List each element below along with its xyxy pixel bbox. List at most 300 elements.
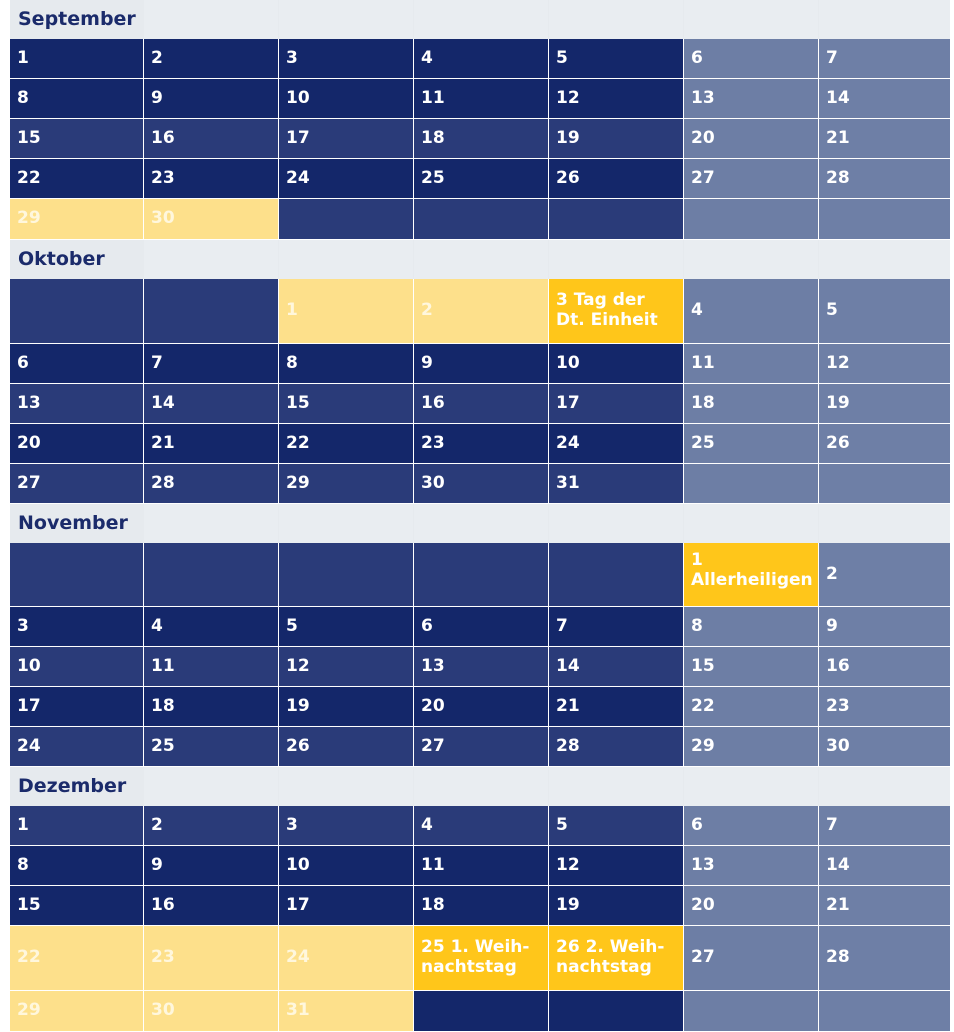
day-label: 15 [691, 655, 715, 676]
day-cell [684, 846, 818, 885]
day-label: 20 [691, 894, 715, 915]
day-label: 20 [691, 127, 715, 148]
day-cell [414, 79, 548, 118]
day-cell [414, 424, 548, 463]
day-cell [684, 926, 818, 990]
day-cell [144, 846, 278, 885]
day-label: 22 [17, 167, 41, 188]
header-cell [549, 767, 683, 806]
day-label: 14 [556, 655, 580, 676]
empty-day-cell [549, 199, 683, 239]
day-cell [549, 687, 683, 726]
day-label: 18 [421, 127, 445, 148]
empty-day-cell [549, 991, 683, 1031]
day-cell [549, 279, 683, 343]
day-cell [279, 279, 413, 343]
day-label: 4 [151, 615, 163, 636]
day-label: 9 [826, 615, 838, 636]
day-label: 13 [691, 854, 715, 875]
day-label: 1 [17, 814, 29, 835]
empty-day-cell [549, 543, 683, 606]
empty-day-cell [819, 991, 950, 1031]
day-cell [549, 886, 683, 925]
day-cell [414, 607, 548, 646]
day-cell [819, 647, 950, 686]
day-cell [144, 991, 278, 1031]
day-cell [684, 344, 818, 383]
day-label: 28 [826, 167, 850, 188]
header-cell [819, 767, 950, 806]
day-cell [10, 464, 143, 503]
day-label: 9 [421, 352, 433, 373]
day-label: 10 [17, 655, 41, 676]
day-cell [819, 727, 950, 766]
day-cell [819, 119, 950, 158]
day-cell [549, 727, 683, 766]
day-label: 12 [556, 87, 580, 108]
month-section [10, 767, 944, 1031]
header-cell [10, 767, 143, 806]
day-cell [144, 199, 278, 239]
month-section [10, 240, 944, 503]
day-cell [819, 39, 950, 78]
day-cell [10, 806, 143, 845]
day-cell [414, 806, 548, 845]
day-label: 30 [826, 735, 850, 756]
day-cell [279, 39, 413, 78]
day-label: 19 [286, 695, 310, 716]
day-cell [10, 424, 143, 463]
day-label: 19 [556, 127, 580, 148]
day-label: 30 [151, 208, 175, 229]
day-cell [279, 647, 413, 686]
day-cell [819, 926, 950, 990]
day-cell [684, 79, 818, 118]
day-cell [819, 159, 950, 198]
day-cell [684, 159, 818, 198]
week-row [10, 384, 944, 423]
day-label: 14 [826, 87, 850, 108]
week-row [10, 159, 944, 198]
header-cell [144, 240, 278, 279]
day-cell [819, 79, 950, 118]
day-label: 22 [286, 432, 310, 453]
day-cell [684, 886, 818, 925]
day-cell [549, 159, 683, 198]
header-cell [414, 240, 548, 279]
day-cell [819, 543, 950, 606]
day-cell [10, 687, 143, 726]
day-cell [549, 846, 683, 885]
day-cell [10, 886, 143, 925]
day-cell [414, 344, 548, 383]
header-cell [684, 0, 818, 39]
week-row [10, 543, 944, 606]
empty-day-cell [414, 543, 548, 606]
day-label: 7 [556, 615, 568, 636]
day-cell [414, 159, 548, 198]
day-cell [684, 39, 818, 78]
day-label: 22 [17, 947, 41, 968]
week-row [10, 607, 944, 646]
header-cell [819, 0, 950, 39]
day-cell [549, 647, 683, 686]
day-label: 5 [286, 615, 298, 636]
day-cell [144, 79, 278, 118]
day-label: 4 [421, 814, 433, 835]
day-label: 17 [286, 894, 310, 915]
day-label: 20 [421, 695, 445, 716]
day-label: 28 [151, 472, 175, 493]
day-label: 30 [421, 472, 445, 493]
day-cell [414, 727, 548, 766]
day-cell [144, 886, 278, 925]
day-cell [549, 119, 683, 158]
empty-day-cell [684, 464, 818, 503]
day-label: 8 [286, 352, 298, 373]
day-label: 14 [151, 392, 175, 413]
day-label: 17 [286, 127, 310, 148]
day-cell [279, 991, 413, 1031]
month-name: November [18, 512, 128, 534]
week-row [10, 79, 944, 118]
day-cell [549, 926, 683, 990]
day-cell [684, 424, 818, 463]
day-cell [684, 543, 818, 606]
day-label: 13 [421, 655, 445, 676]
day-cell [414, 39, 548, 78]
day-label: 26 [286, 735, 310, 756]
day-cell [144, 344, 278, 383]
day-label: 15 [286, 392, 310, 413]
day-label: 9 [151, 87, 163, 108]
day-cell [144, 607, 278, 646]
day-cell [414, 464, 548, 503]
day-label: 1 Allerheiligen [691, 550, 813, 590]
day-label: 25 [421, 167, 445, 188]
day-cell [414, 846, 548, 885]
day-cell [819, 279, 950, 343]
day-label: 14 [826, 854, 850, 875]
calendar [10, 0, 944, 1032]
day-label: 27 [17, 472, 41, 493]
day-label: 16 [151, 894, 175, 915]
day-label: 29 [691, 735, 715, 756]
empty-day-cell [414, 199, 548, 239]
header-cell [414, 767, 548, 806]
day-label: 4 [421, 47, 433, 68]
empty-day-cell [819, 199, 950, 239]
empty-day-cell [414, 991, 548, 1031]
day-label: 16 [151, 127, 175, 148]
day-label: 8 [17, 854, 29, 875]
day-cell [279, 886, 413, 925]
day-label: 27 [691, 167, 715, 188]
day-label: 3 [286, 47, 298, 68]
day-label: 3 [17, 615, 29, 636]
day-cell [10, 991, 143, 1031]
empty-day-cell [684, 991, 818, 1031]
day-cell [684, 647, 818, 686]
day-label: 6 [421, 615, 433, 636]
day-label: 19 [556, 894, 580, 915]
day-label: 23 [151, 167, 175, 188]
month-header [10, 240, 944, 279]
day-label: 6 [691, 47, 703, 68]
day-label: 17 [556, 392, 580, 413]
day-label: 10 [286, 87, 310, 108]
header-cell [144, 0, 278, 39]
day-cell [549, 464, 683, 503]
day-cell [144, 647, 278, 686]
day-label: 1 [286, 300, 298, 321]
day-cell [144, 464, 278, 503]
day-label: 29 [17, 208, 41, 229]
day-cell [279, 806, 413, 845]
day-cell [549, 607, 683, 646]
day-label: 8 [691, 615, 703, 636]
day-label: 21 [826, 127, 850, 148]
day-cell [414, 926, 548, 990]
day-label: 2 [151, 47, 163, 68]
day-label: 2 [826, 563, 838, 584]
header-cell [414, 0, 548, 39]
week-row [10, 886, 944, 925]
week-row [10, 464, 944, 503]
header-cell [549, 0, 683, 39]
day-label: 7 [826, 814, 838, 835]
day-label: 27 [421, 735, 445, 756]
week-row [10, 806, 944, 845]
day-label: 27 [691, 947, 715, 968]
day-cell [414, 279, 548, 343]
day-cell [549, 424, 683, 463]
day-label: 29 [17, 1000, 41, 1021]
header-cell [684, 504, 818, 543]
header-cell [279, 767, 413, 806]
day-cell [10, 647, 143, 686]
day-cell [144, 687, 278, 726]
day-label: 21 [826, 894, 850, 915]
header-cell [279, 240, 413, 279]
header-cell [684, 767, 818, 806]
header-cell [684, 240, 818, 279]
day-cell [684, 727, 818, 766]
day-label: 28 [556, 735, 580, 756]
empty-day-cell [279, 543, 413, 606]
month-section [10, 0, 944, 239]
month-header [10, 0, 944, 39]
empty-day-cell [10, 543, 143, 606]
day-cell [144, 119, 278, 158]
day-label: 24 [556, 432, 580, 453]
day-label: 15 [17, 894, 41, 915]
day-label: 24 [286, 947, 310, 968]
month-name: Oktober [18, 248, 105, 270]
day-label: 5 [556, 814, 568, 835]
empty-day-cell [819, 464, 950, 503]
day-cell [279, 119, 413, 158]
day-cell [144, 159, 278, 198]
day-label: 5 [826, 300, 838, 321]
week-row [10, 687, 944, 726]
day-label: 24 [17, 735, 41, 756]
day-label: 4 [691, 300, 703, 321]
day-label: 11 [691, 352, 715, 373]
week-row [10, 119, 944, 158]
week-row [10, 39, 944, 78]
header-cell [819, 240, 950, 279]
day-cell [10, 607, 143, 646]
month-name: Dezember [18, 775, 127, 797]
header-cell [10, 240, 143, 279]
day-label: 7 [151, 352, 163, 373]
header-cell [144, 504, 278, 543]
header-cell [549, 240, 683, 279]
day-label: 21 [151, 432, 175, 453]
day-label: 19 [826, 392, 850, 413]
day-label: 29 [286, 472, 310, 493]
empty-day-cell [10, 279, 143, 343]
day-label: 21 [556, 695, 580, 716]
day-cell [819, 846, 950, 885]
day-label: 10 [286, 854, 310, 875]
day-label: 30 [151, 1000, 175, 1021]
day-label: 18 [151, 695, 175, 716]
day-label: 6 [17, 352, 29, 373]
day-label: 23 [826, 695, 850, 716]
day-cell [279, 424, 413, 463]
week-row [10, 279, 944, 343]
day-label: 26 [556, 167, 580, 188]
day-label: 16 [826, 655, 850, 676]
header-cell [819, 504, 950, 543]
week-row [10, 991, 944, 1031]
day-cell [144, 384, 278, 423]
day-label: 6 [691, 814, 703, 835]
day-label: 23 [151, 947, 175, 968]
day-cell [144, 424, 278, 463]
day-cell [10, 384, 143, 423]
month-name: September [18, 8, 136, 30]
day-label: 22 [691, 695, 715, 716]
day-cell [10, 119, 143, 158]
week-row [10, 846, 944, 885]
header-cell [414, 504, 548, 543]
day-cell [279, 79, 413, 118]
day-cell [279, 159, 413, 198]
day-label: 18 [421, 894, 445, 915]
day-cell [684, 806, 818, 845]
day-label: 2 [151, 814, 163, 835]
day-label: 25 [691, 432, 715, 453]
day-label: 3 [286, 814, 298, 835]
day-cell [819, 886, 950, 925]
header-cell [144, 767, 278, 806]
header-cell [10, 0, 143, 39]
day-cell [144, 39, 278, 78]
month-header [10, 504, 944, 543]
week-row [10, 727, 944, 766]
day-label: 7 [826, 47, 838, 68]
empty-day-cell [279, 199, 413, 239]
day-cell [549, 806, 683, 845]
day-cell [684, 279, 818, 343]
day-cell [414, 647, 548, 686]
header-cell [279, 0, 413, 39]
day-cell [819, 344, 950, 383]
week-row [10, 199, 944, 239]
day-cell [10, 159, 143, 198]
day-label: 13 [691, 87, 715, 108]
day-label: 25 [151, 735, 175, 756]
day-cell [144, 727, 278, 766]
day-label: 2 [421, 300, 433, 321]
day-cell [279, 344, 413, 383]
day-cell [279, 926, 413, 990]
day-cell [10, 727, 143, 766]
day-cell [819, 424, 950, 463]
day-cell [10, 926, 143, 990]
day-cell [819, 607, 950, 646]
empty-day-cell [144, 543, 278, 606]
day-label: 28 [826, 947, 850, 968]
day-cell [684, 607, 818, 646]
week-row [10, 926, 944, 990]
day-cell [279, 727, 413, 766]
day-label: 24 [286, 167, 310, 188]
day-label: 11 [421, 87, 445, 108]
day-label: 16 [421, 392, 445, 413]
day-cell [279, 384, 413, 423]
day-cell [819, 687, 950, 726]
day-label: 12 [826, 352, 850, 373]
day-cell [144, 926, 278, 990]
day-cell [10, 79, 143, 118]
day-label: 17 [17, 695, 41, 716]
month-header [10, 767, 944, 806]
day-cell [684, 384, 818, 423]
day-cell [144, 806, 278, 845]
day-label: 13 [17, 392, 41, 413]
day-label: 10 [556, 352, 580, 373]
day-cell [549, 79, 683, 118]
header-cell [10, 504, 143, 543]
day-cell [414, 687, 548, 726]
day-label: 31 [556, 472, 580, 493]
day-label: 26 2. Weih- nachtstag [556, 937, 665, 977]
day-label: 8 [17, 87, 29, 108]
day-cell [279, 464, 413, 503]
day-cell [279, 687, 413, 726]
day-label: 12 [556, 854, 580, 875]
day-cell [549, 384, 683, 423]
day-cell [279, 607, 413, 646]
day-cell [414, 119, 548, 158]
day-cell [10, 344, 143, 383]
day-label: 5 [556, 47, 568, 68]
week-row [10, 344, 944, 383]
day-cell [819, 806, 950, 845]
week-row [10, 424, 944, 463]
day-cell [10, 846, 143, 885]
day-label: 12 [286, 655, 310, 676]
header-cell [279, 504, 413, 543]
day-cell [10, 39, 143, 78]
day-label: 23 [421, 432, 445, 453]
day-label: 26 [826, 432, 850, 453]
empty-day-cell [144, 279, 278, 343]
